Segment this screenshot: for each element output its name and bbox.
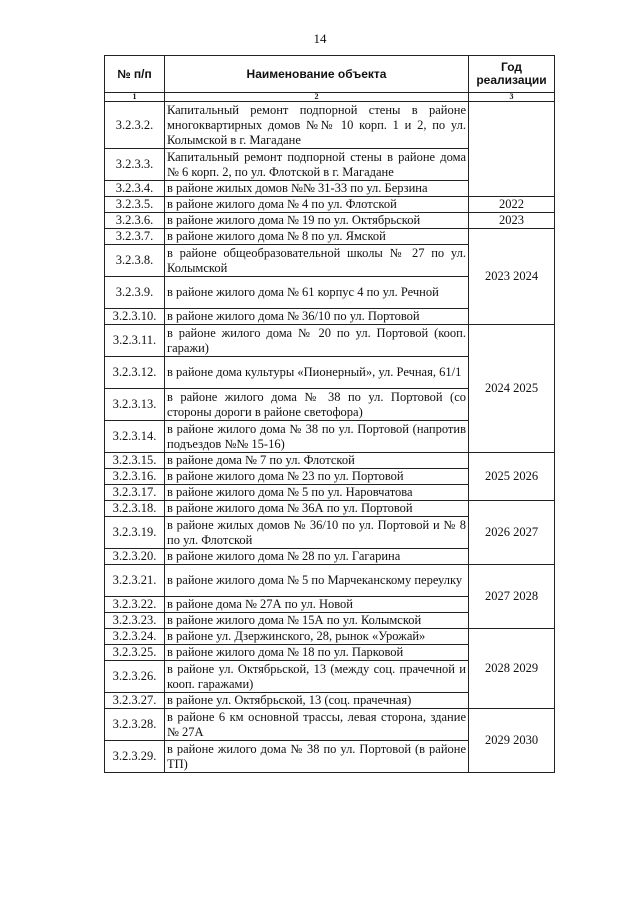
row-number: 3.2.3.24. bbox=[105, 629, 165, 645]
row-number: 3.2.3.16. bbox=[105, 469, 165, 485]
object-name: в районе жилого дома № 38 по ул. Портовой (со стороны дороги в районе светофора) bbox=[165, 389, 469, 421]
implementation-year: 2023 bbox=[469, 213, 555, 229]
object-name: в районе 6 км основной трассы, левая сторона, здание № 27А bbox=[165, 709, 469, 741]
object-name: в районе жилого дома № 15А по ул. Колымской bbox=[165, 613, 469, 629]
row-number: 3.2.3.25. bbox=[105, 645, 165, 661]
column-header-year: Год реализации bbox=[469, 56, 555, 93]
object-name: в районе жилого дома № 18 по ул. Парковой bbox=[165, 645, 469, 661]
object-name: в районе жилого дома № 4 по ул. Флотской bbox=[165, 197, 469, 213]
column-header-name: Наименование объекта bbox=[165, 56, 469, 93]
implementation-year: 2028 2029 bbox=[469, 629, 555, 709]
object-name: в районе жилого дома № 28 по ул. Гагарина bbox=[165, 549, 469, 565]
row-number: 3.2.3.7. bbox=[105, 229, 165, 245]
row-number: 3.2.3.28. bbox=[105, 709, 165, 741]
row-number: 3.2.3.2. bbox=[105, 102, 165, 149]
object-name: в районе дома № 27А по ул. Новой bbox=[165, 597, 469, 613]
row-number: 3.2.3.27. bbox=[105, 693, 165, 709]
object-name: в районе жилого дома № 38 по ул. Портовой (в районе ТП) bbox=[165, 741, 469, 773]
object-name: в районе жилого дома № 36/10 по ул. Портовой bbox=[165, 309, 469, 325]
object-name: в районе жилого дома № 5 по Марчеканскому переулку bbox=[165, 565, 469, 597]
object-name: в районе жилых домов №№ 31-33 по ул. Берзина bbox=[165, 181, 469, 197]
object-name: в районе жилого дома № 8 по ул. Ямской bbox=[165, 229, 469, 245]
object-name: в районе жилого дома № 38 по ул. Портовой (напротив подъездов №№ 15-16) bbox=[165, 421, 469, 453]
row-number: 3.2.3.3. bbox=[105, 149, 165, 181]
implementation-year: 2025 2026 bbox=[469, 453, 555, 501]
object-name: в районе ул. Октябрьской, 13 (соц. прачечная) bbox=[165, 693, 469, 709]
implementation-year: 2029 2030 bbox=[469, 709, 555, 773]
implementation-year: 2023 2024 bbox=[469, 229, 555, 325]
table-row bbox=[105, 102, 555, 149]
object-name: в районе дома № 7 по ул. Флотской bbox=[165, 453, 469, 469]
row-number: 3.2.3.4. bbox=[105, 181, 165, 197]
row-number: 3.2.3.20. bbox=[105, 549, 165, 565]
table-row bbox=[105, 213, 555, 229]
row-number: 3.2.3.12. bbox=[105, 357, 165, 389]
table-header-row bbox=[105, 56, 555, 93]
object-name: в районе жилого дома № 19 по ул. Октябрьской bbox=[165, 213, 469, 229]
table-row bbox=[105, 325, 555, 357]
column-header-number: № п/п bbox=[105, 56, 165, 93]
object-name: в районе жилого дома № 5 по ул. Наровчатова bbox=[165, 485, 469, 501]
object-name: в районе жилого дома № 61 корпус 4 по ул. Речной bbox=[165, 277, 469, 309]
row-number: 3.2.3.21. bbox=[105, 565, 165, 597]
row-number: 3.2.3.9. bbox=[105, 277, 165, 309]
table-row bbox=[105, 501, 555, 517]
column-index: 2 bbox=[165, 93, 469, 102]
row-number: 3.2.3.14. bbox=[105, 421, 165, 453]
table-row bbox=[105, 565, 555, 597]
object-name: в районе общеобразовательной школы № 27 по ул. Колымской bbox=[165, 245, 469, 277]
implementation-year: 2022 bbox=[469, 197, 555, 213]
object-name: в районе ул. Дзержинского, 28, рынок «Урожай» bbox=[165, 629, 469, 645]
implementation-year: 2024 2025 bbox=[469, 325, 555, 453]
table-row bbox=[105, 197, 555, 213]
table-row bbox=[105, 453, 555, 469]
row-number: 3.2.3.6. bbox=[105, 213, 165, 229]
implementation-year: 2027 2028 bbox=[469, 565, 555, 629]
column-index-row bbox=[105, 93, 555, 102]
row-number: 3.2.3.29. bbox=[105, 741, 165, 773]
row-number: 3.2.3.5. bbox=[105, 197, 165, 213]
implementation-year: 2026 2027 bbox=[469, 501, 555, 565]
object-name: в районе жилого дома № 20 по ул. Портовой (кооп. гаражи) bbox=[165, 325, 469, 357]
row-number: 3.2.3.19. bbox=[105, 517, 165, 549]
row-number: 3.2.3.17. bbox=[105, 485, 165, 501]
object-name: в районе жилого дома № 23 по ул. Портовой bbox=[165, 469, 469, 485]
column-index: 3 bbox=[469, 93, 555, 102]
row-number: 3.2.3.15. bbox=[105, 453, 165, 469]
row-number: 3.2.3.8. bbox=[105, 245, 165, 277]
row-number: 3.2.3.11. bbox=[105, 325, 165, 357]
table-row bbox=[105, 629, 555, 645]
table-row bbox=[105, 709, 555, 741]
row-number: 3.2.3.26. bbox=[105, 661, 165, 693]
implementation-year bbox=[469, 102, 555, 197]
object-name: в районе ул. Октябрьской, 13 (между соц. прачечной и кооп. гаражами) bbox=[165, 661, 469, 693]
object-name: в районе дома культуры «Пионерный», ул. Речная, 61/1 bbox=[165, 357, 469, 389]
objects-table bbox=[104, 55, 555, 773]
table-row bbox=[105, 229, 555, 245]
row-number: 3.2.3.13. bbox=[105, 389, 165, 421]
object-name: Капитальный ремонт подпорной стены в районе дома № 6 корп. 2, по ул. Флотской в г. Магадане bbox=[165, 149, 469, 181]
row-number: 3.2.3.10. bbox=[105, 309, 165, 325]
object-name: Капитальный ремонт подпорной стены в районе многоквартирных домов №№ 10 корп. 1 и 2, по ул. Колымской в г. Магадане bbox=[165, 102, 469, 149]
column-index: 1 bbox=[105, 93, 165, 102]
row-number: 3.2.3.18. bbox=[105, 501, 165, 517]
row-number: 3.2.3.23. bbox=[105, 613, 165, 629]
object-name: в районе жилого дома № 36А по ул. Портовой bbox=[165, 501, 469, 517]
object-name: в районе жилых домов № 36/10 по ул. Портовой и № 8 по ул. Флотской bbox=[165, 517, 469, 549]
row-number: 3.2.3.22. bbox=[105, 597, 165, 613]
page-number: 14 bbox=[313, 31, 327, 46]
